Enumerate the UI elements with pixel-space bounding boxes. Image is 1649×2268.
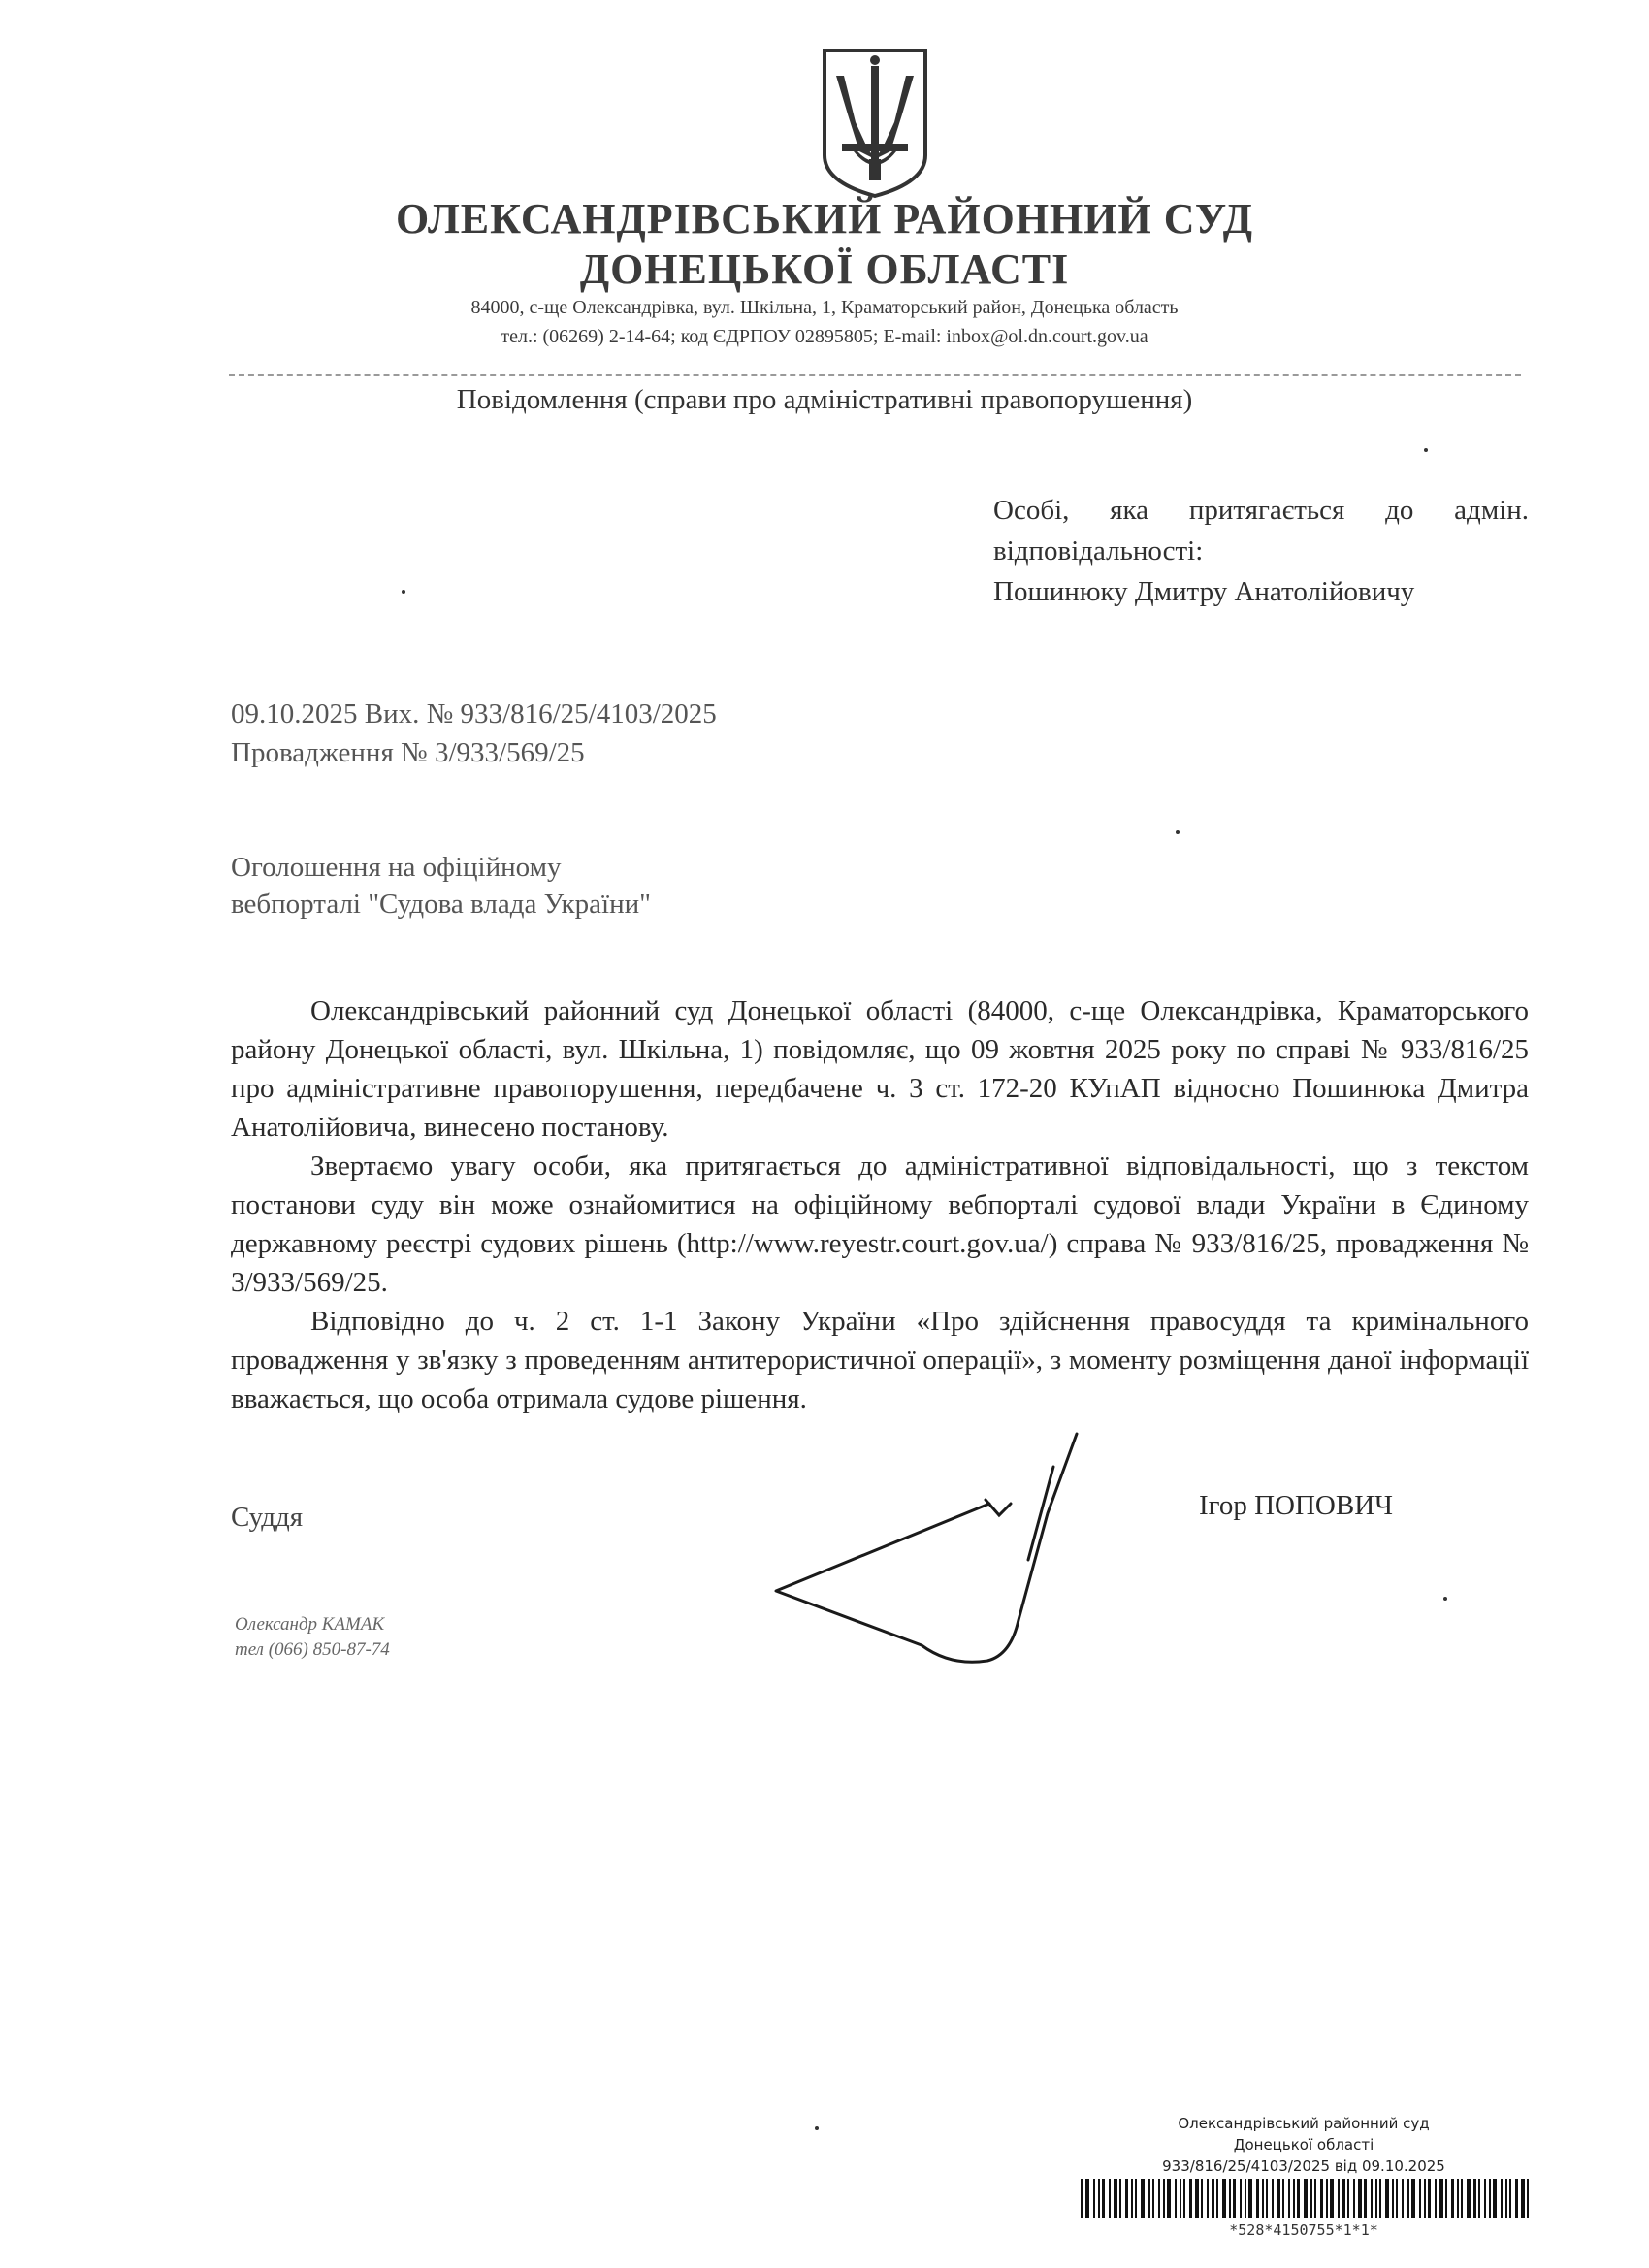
barcode-text: *528*4150755*1*1* [1229,2221,1378,2239]
scan-speck [815,2126,819,2130]
executor-name: Олександр КАМАК [235,1614,385,1635]
proceeding-number: Провадження № 3/933/569/25 [231,737,585,768]
body-paragraph: Олександрівський районний суд Донецької області (84000, с-ще Олександрівка, Краматорського району Донецької області, вул. Шкільна, 1) повідомляє, що 09 жовтня 2025 року по справі № 933/816/25 про адміністративне правопорушення, передбачене ч. 3 ст. 172-20 КУпАП відносно Пошинюка Дмитра Анатолійовича, винесено постанову. [231,995,1529,1143]
handwritten-signature [757,1426,1106,1678]
stamp-court-name: Олександрівський районний суд [1178,2115,1430,2132]
notice-body [231,991,1529,1418]
scan-speck [1443,1597,1447,1601]
scan-speck [1424,448,1428,452]
announcement-line2: вебпорталі "Судова влада України" [231,889,651,920]
judge-role: Суддя [231,1502,304,1533]
announcement-line1: Оголошення на офіційному [231,852,562,883]
outgoing-number: 09.10.2025 Вих. № 933/816/25/4103/2025 [231,698,717,729]
stamp-registration-number: 933/816/25/4103/2025 від 09.10.2025 [1162,2157,1445,2175]
court-name-line1: ОЛЕКСАНДРІВСЬКИЙ РАЙОННИЙ СУД [395,195,1254,243]
header-divider [229,374,1521,376]
body-paragraph: Відповідно до ч. 2 ст. 1-1 Закону України «Про здійснення правосуддя та кримінального провадження у зв'язку з проведенням антитерористичної операції», з моменту розміщення даної інформації вважається, що особа отримала судове рішення. [231,1306,1529,1414]
body-paragraph: Звертаємо увагу особи, яка притягається до адміністративної відповідальності, що з текстом постанови суду він може ознайомитися на офіційному вебпорталі судової влади України в Єдиному державному реєстрі судових рішень (http://www.reyestr.court.gov.ua/) справа № 933/816/25, провадження № 3/933/569/25. [231,1150,1529,1298]
court-contacts: тел.: (06269) 2-14-64; код ЄДРПОУ 02895805; E-mail: inbox@ol.dn.court.gov.ua [501,326,1148,347]
court-address: 84000, с-ще Олександрівка, вул. Шкільна, 1, Краматорський район, Донецька область [470,297,1179,318]
scan-speck [1176,830,1180,834]
recipient-line1: Особі, яка притягається до адмін. [993,495,1529,526]
stamp-region: Донецької області [1233,2136,1374,2154]
recipient-name: Пошинюку Дмитру Анатолійовичу [993,576,1415,607]
scan-speck [402,590,405,594]
notice-type: Повідомлення (справи про адміністративні правопорушення) [456,384,1193,415]
court-name-line2: ДОНЕЦЬКОЇ ОБЛАСТІ [579,245,1070,293]
recipient-line2: відповідальності: [993,535,1204,567]
executor-phone: тел (066) 850-87-74 [235,1639,390,1660]
barcode [1077,2179,1533,2218]
ukraine-trident-emblem-icon [821,47,929,200]
judge-name: Ігор ПОПОВИЧ [1199,1490,1393,1521]
